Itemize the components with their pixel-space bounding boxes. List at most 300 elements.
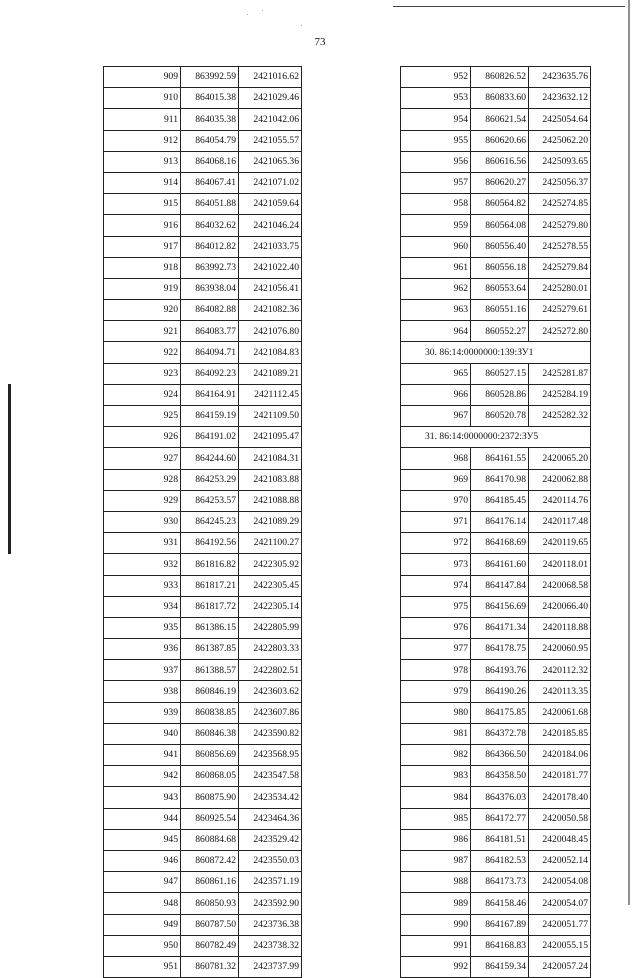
coordinate-x: 864015.38 — [181, 88, 239, 109]
coordinate-x: 863992.59 — [181, 67, 239, 88]
table-row — [104, 956, 302, 977]
coordinate-x: 864191.02 — [181, 427, 239, 448]
table-row — [401, 639, 591, 660]
table-row — [401, 956, 591, 977]
coordinate-x: 864244.60 — [181, 448, 239, 469]
coordinate-x: 860782.49 — [181, 935, 239, 956]
table-row — [104, 109, 302, 130]
table-row — [104, 914, 302, 935]
coordinate-x: 864253.29 — [181, 469, 239, 490]
table-row — [401, 533, 591, 554]
coordinate-x: 860884.68 — [181, 829, 239, 850]
coordinate-y: 2421089.21 — [239, 363, 302, 384]
coordinate-x: 864168.83 — [471, 935, 529, 956]
table-row — [401, 808, 591, 829]
point-number: 926 — [104, 427, 181, 448]
table-row — [401, 363, 591, 384]
point-number: 976 — [401, 617, 471, 638]
coordinate-x: 860556.18 — [471, 257, 529, 278]
coordinate-y: 2425279.61 — [529, 300, 591, 321]
coordinate-y: 2425093.65 — [529, 151, 591, 172]
table-row — [104, 850, 302, 871]
coordinate-y: 2420065.20 — [529, 448, 591, 469]
table-row — [104, 384, 302, 405]
table-row — [401, 935, 591, 956]
table-row — [104, 490, 302, 511]
point-number: 929 — [104, 490, 181, 511]
table-row — [104, 300, 302, 321]
coordinate-y: 2421100.27 — [239, 533, 302, 554]
coordinate-y: 2420052.14 — [529, 850, 591, 871]
coordinate-x: 861817.72 — [181, 596, 239, 617]
coordinate-x: 860925.54 — [181, 808, 239, 829]
coordinate-x: 860781.32 — [181, 956, 239, 977]
table-row — [401, 702, 591, 723]
coordinate-y: 2420062.88 — [529, 469, 591, 490]
scan-speck — [301, 25, 302, 26]
point-number: 950 — [104, 935, 181, 956]
point-number: 938 — [104, 681, 181, 702]
table-row — [104, 448, 302, 469]
point-number: 924 — [104, 384, 181, 405]
coordinate-y: 2421089.29 — [239, 511, 302, 532]
table-row — [104, 236, 302, 257]
coordinate-x: 864173.73 — [471, 872, 529, 893]
point-number: 918 — [104, 257, 181, 278]
coordinate-y: 2421065.36 — [239, 151, 302, 172]
coordinate-y: 2423603.62 — [239, 681, 302, 702]
point-number: 921 — [104, 321, 181, 342]
table-row — [401, 448, 591, 469]
point-number: 937 — [104, 660, 181, 681]
table-row — [401, 236, 591, 257]
coordinate-x: 864054.79 — [181, 130, 239, 151]
point-number: 936 — [104, 639, 181, 660]
section-title: 31. 86:14:0000000:2372:ЗУ5 — [401, 427, 591, 448]
table-row — [401, 914, 591, 935]
table-row — [401, 406, 591, 427]
coordinate-y: 2421042.06 — [239, 109, 302, 130]
coordinate-y: 2420118.88 — [529, 617, 591, 638]
table-row — [401, 872, 591, 893]
coordinate-y: 2421112.45 — [239, 384, 302, 405]
section-header-row — [401, 427, 591, 448]
coordinate-y: 2422305.92 — [239, 554, 302, 575]
coordinate-y: 2423550.03 — [239, 850, 302, 871]
table-row — [401, 109, 591, 130]
coordinate-x: 864167.89 — [471, 914, 529, 935]
point-number: 992 — [401, 956, 471, 977]
coordinate-y: 2420178.40 — [529, 787, 591, 808]
point-number: 984 — [401, 787, 471, 808]
coordinate-y: 2420118.01 — [529, 554, 591, 575]
point-number: 939 — [104, 702, 181, 723]
coordinate-y: 2420054.08 — [529, 872, 591, 893]
coordinate-y: 2420066.40 — [529, 596, 591, 617]
point-number: 941 — [104, 745, 181, 766]
point-number: 985 — [401, 808, 471, 829]
coordinate-y: 2425272.80 — [529, 321, 591, 342]
point-number: 957 — [401, 172, 471, 193]
table-row — [401, 172, 591, 193]
coordinate-y: 2421055.57 — [239, 130, 302, 151]
point-number: 923 — [104, 363, 181, 384]
coordinate-y: 2425274.85 — [529, 194, 591, 215]
table-row — [104, 745, 302, 766]
table-row — [104, 215, 302, 236]
coordinate-x: 864181.51 — [471, 829, 529, 850]
coordinate-y: 2425062.20 — [529, 130, 591, 151]
point-number: 949 — [104, 914, 181, 935]
point-number: 982 — [401, 745, 471, 766]
table-row — [401, 67, 591, 88]
coordinate-y: 2420113.35 — [529, 681, 591, 702]
point-number: 962 — [401, 278, 471, 299]
coordinate-x: 864156.69 — [471, 596, 529, 617]
section-title: 30. 86:14:0000000:139:ЗУ1 — [401, 342, 591, 363]
coordinate-y: 2420048.45 — [529, 829, 591, 850]
coordinate-y: 2421071.02 — [239, 172, 302, 193]
coordinate-y: 2420112.32 — [529, 660, 591, 681]
coordinate-y: 2425279.84 — [529, 257, 591, 278]
table-row — [401, 617, 591, 638]
coordinate-y: 2423571.19 — [239, 872, 302, 893]
table-row — [104, 596, 302, 617]
table-row — [104, 151, 302, 172]
coordinate-y: 2423738.32 — [239, 935, 302, 956]
coordinate-y: 2425054.64 — [529, 109, 591, 130]
coordinate-x: 860787.50 — [181, 914, 239, 935]
point-number: 983 — [401, 766, 471, 787]
point-number: 963 — [401, 300, 471, 321]
coordinate-x: 864012.82 — [181, 236, 239, 257]
table-row — [104, 194, 302, 215]
table-row — [104, 427, 302, 448]
coordinate-x: 860833.60 — [471, 88, 529, 109]
coordinate-y: 2420117.48 — [529, 511, 591, 532]
coordinate-x: 860846.19 — [181, 681, 239, 702]
point-number: 920 — [104, 300, 181, 321]
point-number: 971 — [401, 511, 471, 532]
table-row — [401, 596, 591, 617]
coordinate-x: 860872.42 — [181, 850, 239, 871]
table-row — [104, 829, 302, 850]
coordinate-x: 864176.14 — [471, 511, 529, 532]
scan-speck — [262, 10, 263, 11]
coordinate-y: 2420185.85 — [529, 723, 591, 744]
table-row — [104, 554, 302, 575]
point-number: 967 — [401, 406, 471, 427]
coordinate-x: 860564.82 — [471, 194, 529, 215]
scan-speck — [247, 14, 248, 15]
coordinate-x: 860621.54 — [471, 109, 529, 130]
point-number: 974 — [401, 575, 471, 596]
table-row — [104, 766, 302, 787]
coordinate-x: 861388.57 — [181, 660, 239, 681]
coordinate-x: 860528.86 — [471, 384, 529, 405]
table-row — [104, 893, 302, 914]
coordinate-y: 2420061.68 — [529, 702, 591, 723]
coordinate-x: 860838.85 — [181, 702, 239, 723]
coordinate-x: 863938.04 — [181, 278, 239, 299]
point-number: 909 — [104, 67, 181, 88]
table-row — [104, 342, 302, 363]
table-row — [401, 511, 591, 532]
coordinate-x: 861386.15 — [181, 617, 239, 638]
coordinate-x: 860875.90 — [181, 787, 239, 808]
point-number: 931 — [104, 533, 181, 554]
coordinate-x: 863992.73 — [181, 257, 239, 278]
coordinate-x: 864147.84 — [471, 575, 529, 596]
coordinate-x: 864051.88 — [181, 194, 239, 215]
point-number: 965 — [401, 363, 471, 384]
coordinate-y: 2423547.58 — [239, 766, 302, 787]
point-number: 970 — [401, 490, 471, 511]
point-number: 978 — [401, 660, 471, 681]
point-number: 940 — [104, 723, 181, 744]
coordinate-x: 864158.46 — [471, 893, 529, 914]
coordinate-y: 2420057.24 — [529, 956, 591, 977]
table-row — [104, 511, 302, 532]
coordinate-x: 864159.19 — [181, 406, 239, 427]
point-number: 972 — [401, 533, 471, 554]
coordinate-y: 2423534.42 — [239, 787, 302, 808]
point-number: 914 — [104, 172, 181, 193]
table-row — [401, 384, 591, 405]
point-number: 989 — [401, 893, 471, 914]
coordinate-x: 864164.91 — [181, 384, 239, 405]
point-number: 966 — [401, 384, 471, 405]
point-number: 945 — [104, 829, 181, 850]
table-row — [401, 787, 591, 808]
coordinate-x: 860616.56 — [471, 151, 529, 172]
table-row — [104, 935, 302, 956]
coordinate-y: 2421056.41 — [239, 278, 302, 299]
table-row — [104, 787, 302, 808]
coordinate-x: 864175.85 — [471, 702, 529, 723]
point-number: 986 — [401, 829, 471, 850]
table-row — [401, 151, 591, 172]
coordinate-y: 2425278.55 — [529, 236, 591, 257]
coordinate-x: 860620.66 — [471, 130, 529, 151]
coordinate-y: 2421022.40 — [239, 257, 302, 278]
table-row — [104, 130, 302, 151]
point-number: 975 — [401, 596, 471, 617]
coordinate-y: 2420184.06 — [529, 745, 591, 766]
table-row — [401, 130, 591, 151]
coordinate-x: 864372.78 — [471, 723, 529, 744]
coordinate-y: 2421059.64 — [239, 194, 302, 215]
coordinate-x: 864161.60 — [471, 554, 529, 575]
table-row — [104, 660, 302, 681]
point-number: 947 — [104, 872, 181, 893]
point-number: 944 — [104, 808, 181, 829]
coordinate-x: 864170.98 — [471, 469, 529, 490]
coordinate-y: 2421084.83 — [239, 342, 302, 363]
coordinate-y: 2423635.76 — [529, 67, 591, 88]
coordinate-x: 860861.16 — [181, 872, 239, 893]
coordinate-x: 864192.56 — [181, 533, 239, 554]
table-row — [104, 533, 302, 554]
coordinate-y: 2421083.88 — [239, 469, 302, 490]
point-number: 991 — [401, 935, 471, 956]
coordinate-x: 860826.52 — [471, 67, 529, 88]
coordinate-x: 864253.57 — [181, 490, 239, 511]
point-number: 959 — [401, 215, 471, 236]
coordinate-y: 2423464.36 — [239, 808, 302, 829]
table-row — [401, 215, 591, 236]
point-number: 922 — [104, 342, 181, 363]
coordinate-x: 864358.50 — [471, 766, 529, 787]
coordinate-x: 860552.27 — [471, 321, 529, 342]
coordinate-y: 2421029.46 — [239, 88, 302, 109]
coordinate-y: 2420114.76 — [529, 490, 591, 511]
coordinate-x: 860868.05 — [181, 766, 239, 787]
coordinate-y: 2425282.32 — [529, 406, 591, 427]
point-number: 964 — [401, 321, 471, 342]
coordinate-x: 860850.93 — [181, 893, 239, 914]
table-row — [401, 469, 591, 490]
coordinate-y: 2425280.01 — [529, 278, 591, 299]
coordinate-x: 864159.34 — [471, 956, 529, 977]
point-number: 955 — [401, 130, 471, 151]
coordinate-x: 861387.85 — [181, 639, 239, 660]
coordinate-x: 864366.50 — [471, 745, 529, 766]
coordinate-y: 2421095.47 — [239, 427, 302, 448]
table-row — [104, 681, 302, 702]
coordinate-y: 2423607.86 — [239, 702, 302, 723]
table-row — [401, 88, 591, 109]
coordinate-y: 2420181.77 — [529, 766, 591, 787]
table-row — [104, 872, 302, 893]
coordinate-x: 860856.69 — [181, 745, 239, 766]
coordinate-x: 864092.23 — [181, 363, 239, 384]
point-number: 954 — [401, 109, 471, 130]
point-number: 951 — [104, 956, 181, 977]
table-row — [401, 893, 591, 914]
point-number: 953 — [401, 88, 471, 109]
coordinate-y: 2420060.95 — [529, 639, 591, 660]
page-number: 73 — [314, 36, 326, 48]
point-number: 968 — [401, 448, 471, 469]
point-number: 958 — [401, 194, 471, 215]
coordinates-table-left — [103, 66, 302, 978]
coordinate-x: 864068.16 — [181, 151, 239, 172]
point-number: 915 — [104, 194, 181, 215]
point-number: 946 — [104, 850, 181, 871]
table-row — [104, 639, 302, 660]
table-row — [401, 723, 591, 744]
table-row — [104, 406, 302, 427]
coordinate-x: 860556.40 — [471, 236, 529, 257]
table-row — [401, 575, 591, 596]
table-row — [104, 363, 302, 384]
point-number: 916 — [104, 215, 181, 236]
table-row — [401, 681, 591, 702]
coordinate-x: 864190.26 — [471, 681, 529, 702]
point-number: 990 — [401, 914, 471, 935]
point-number: 948 — [104, 893, 181, 914]
coordinate-y: 2420054.07 — [529, 893, 591, 914]
scan-edge-shadow — [628, 0, 630, 905]
coordinate-y: 2421082.36 — [239, 300, 302, 321]
table-row — [401, 278, 591, 299]
coordinate-x: 864182.53 — [471, 850, 529, 871]
coordinate-y: 2421088.88 — [239, 490, 302, 511]
point-number: 988 — [401, 872, 471, 893]
coordinate-y: 2421109.50 — [239, 406, 302, 427]
coordinate-x: 864168.69 — [471, 533, 529, 554]
table-row — [104, 278, 302, 299]
table-row — [104, 257, 302, 278]
table-row — [401, 321, 591, 342]
table-row — [104, 67, 302, 88]
table-row — [401, 554, 591, 575]
table-row — [104, 469, 302, 490]
point-number: 917 — [104, 236, 181, 257]
table-row — [104, 808, 302, 829]
coordinate-y: 2423632.12 — [529, 88, 591, 109]
coordinate-x: 864245.23 — [181, 511, 239, 532]
table-row — [104, 88, 302, 109]
point-number: 952 — [401, 67, 471, 88]
point-number: 981 — [401, 723, 471, 744]
point-number: 928 — [104, 469, 181, 490]
point-number: 930 — [104, 511, 181, 532]
point-number: 956 — [401, 151, 471, 172]
coordinate-x: 864032.62 — [181, 215, 239, 236]
table-row — [401, 257, 591, 278]
table-row — [401, 660, 591, 681]
point-number: 943 — [104, 787, 181, 808]
coordinate-y: 2425279.80 — [529, 215, 591, 236]
coordinate-y: 2425281.87 — [529, 363, 591, 384]
scan-margin-mark — [8, 384, 11, 554]
coordinate-y: 2422802.51 — [239, 660, 302, 681]
point-number: 973 — [401, 554, 471, 575]
coordinates-table-right — [400, 66, 591, 978]
point-number: 910 — [104, 88, 181, 109]
coordinate-y: 2421084.31 — [239, 448, 302, 469]
point-number: 942 — [104, 766, 181, 787]
coordinate-y: 2423529.42 — [239, 829, 302, 850]
point-number: 934 — [104, 596, 181, 617]
table-row — [401, 850, 591, 871]
point-number: 932 — [104, 554, 181, 575]
coordinate-y: 2425284.19 — [529, 384, 591, 405]
table-row — [104, 702, 302, 723]
coordinate-y: 2421016.62 — [239, 67, 302, 88]
point-number: 969 — [401, 469, 471, 490]
header-rule — [393, 6, 625, 7]
coordinate-y: 2423737.99 — [239, 956, 302, 977]
coordinate-y: 2420055.15 — [529, 935, 591, 956]
coordinate-x: 860527.15 — [471, 363, 529, 384]
coordinate-y: 2421076.80 — [239, 321, 302, 342]
coordinate-y: 2423592.90 — [239, 893, 302, 914]
point-number: 911 — [104, 109, 181, 130]
coordinate-x: 860564.08 — [471, 215, 529, 236]
point-number: 935 — [104, 617, 181, 638]
point-number: 925 — [104, 406, 181, 427]
table-row — [104, 172, 302, 193]
coordinate-x: 860551.16 — [471, 300, 529, 321]
coordinate-y: 2420051.77 — [529, 914, 591, 935]
coordinate-x: 860553.64 — [471, 278, 529, 299]
coordinate-y: 2423590.82 — [239, 723, 302, 744]
table-row — [401, 766, 591, 787]
coordinate-x: 864376.03 — [471, 787, 529, 808]
